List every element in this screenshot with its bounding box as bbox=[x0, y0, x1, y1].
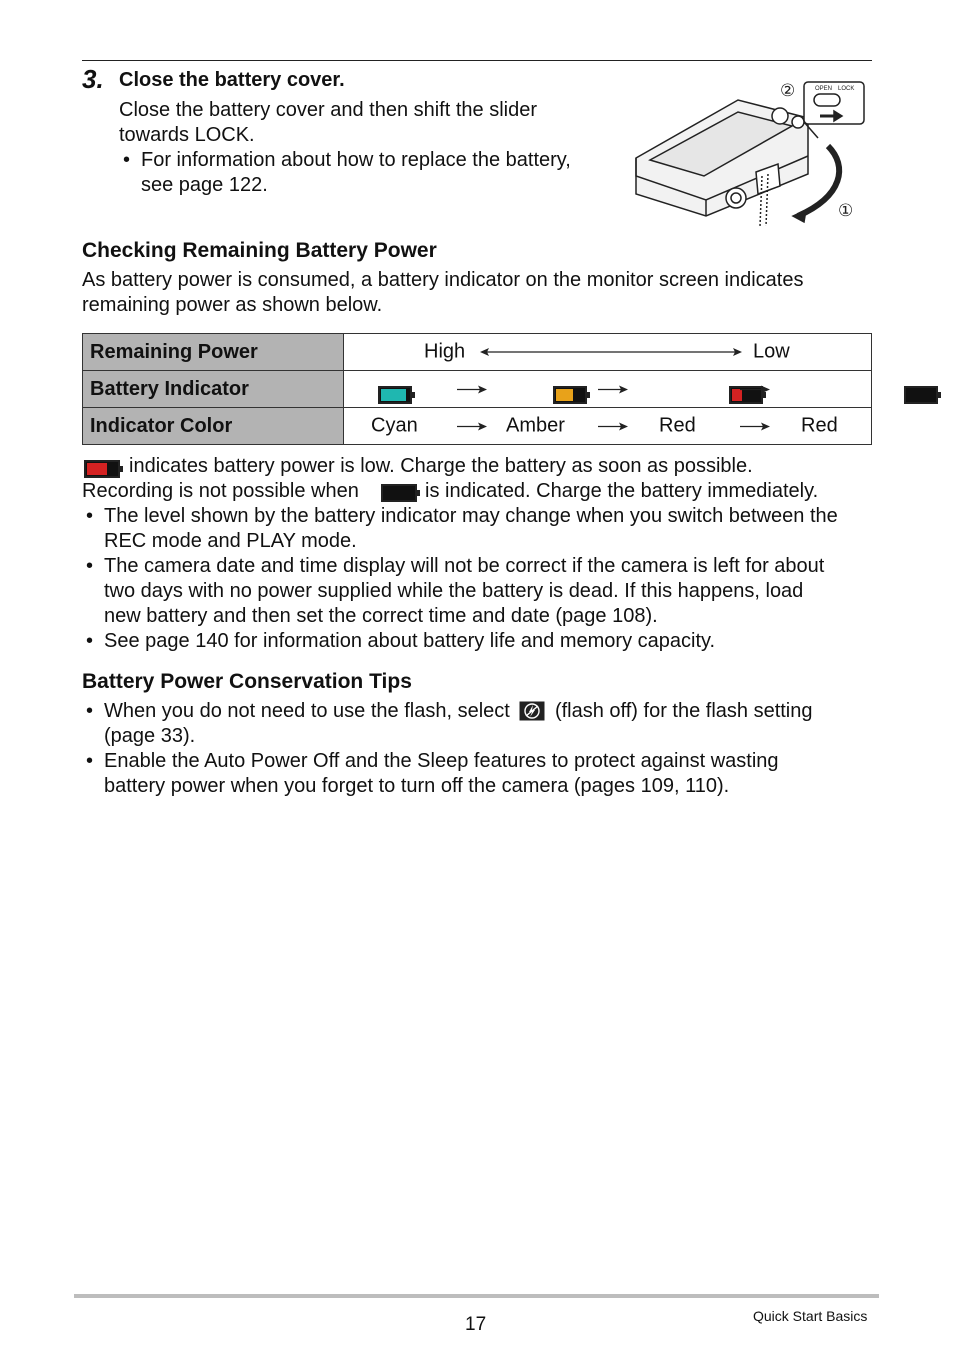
bullet-dot: • bbox=[86, 555, 94, 577]
battery-table bbox=[82, 333, 872, 445]
tip1-post: (flash off) for the flash setting bbox=[554, 700, 813, 722]
bullet-line: battery power when you forget to turn off the camera (pages 109, 110). bbox=[104, 775, 730, 797]
right-arrow-icon bbox=[598, 378, 628, 401]
callout-2: ② bbox=[780, 81, 796, 101]
low-battery-note: indicates battery power is low. Charge the battery as soon as possible. bbox=[129, 455, 753, 477]
right-arrow-icon bbox=[740, 415, 770, 438]
checking-para-line2: remaining power as shown below. bbox=[82, 294, 383, 316]
bullet-line: new battery and then set the correct time and date (page 108). bbox=[104, 605, 658, 627]
indicator-color-label: Amber bbox=[506, 414, 565, 437]
bullet-line: The level shown by the battery indicator may change when you switch between the bbox=[104, 505, 838, 527]
indicator-color-cell bbox=[344, 408, 872, 445]
footer-rule bbox=[74, 1294, 879, 1298]
right-arrow-icon bbox=[598, 415, 628, 438]
step-body-line2: towards LOCK. bbox=[119, 124, 255, 146]
bullet-dot: • bbox=[86, 750, 94, 772]
bullet-line: (page 33). bbox=[104, 725, 196, 747]
indicator-color-label: Red bbox=[659, 414, 696, 437]
right-arrow-icon bbox=[740, 378, 770, 401]
callout-1: ① bbox=[838, 201, 854, 221]
bullet-text bbox=[104, 554, 872, 629]
flash-off-icon bbox=[519, 701, 545, 721]
row-header-indicator-color: Indicator Color bbox=[83, 408, 344, 445]
slider-open-label: OPEN bbox=[815, 86, 833, 92]
step-bullet-line2: see page 122. bbox=[141, 174, 268, 196]
checking-para-line1: As battery power is consumed, a battery indicator on the monitor screen indicates bbox=[82, 269, 804, 291]
indicator-color-label: Red bbox=[801, 414, 838, 437]
bullet-text bbox=[104, 629, 872, 654]
table-row-remaining-power bbox=[83, 334, 872, 371]
bullet-line: REC mode and PLAY mode. bbox=[104, 530, 357, 552]
low-battery-icon bbox=[84, 460, 120, 478]
step-number: 3. bbox=[82, 64, 104, 94]
bullet-line: Enable the Auto Power Off and the Sleep features to protect against wasting bbox=[104, 750, 779, 772]
table-row-indicator-color bbox=[83, 408, 872, 445]
row-header-remaining-power: Remaining Power bbox=[83, 334, 344, 371]
recording-note-post: is indicated. Charge the battery immediately. bbox=[425, 480, 819, 502]
battery-indicator-icon bbox=[904, 386, 938, 404]
tips-heading: Battery Power Conservation Tips bbox=[82, 670, 412, 693]
high-low-double-arrow-icon bbox=[480, 346, 742, 358]
right-arrow-icon bbox=[457, 415, 487, 438]
remaining-power-cell bbox=[344, 334, 872, 371]
slider-lock-label: LOCK bbox=[838, 86, 855, 92]
bullet-line: See page 140 for information about battery life and memory capacity. bbox=[104, 630, 716, 652]
step-bullet-dot: • bbox=[123, 149, 131, 171]
step-bullet-line1: For information about how to replace the battery, bbox=[141, 149, 571, 171]
bullet-text bbox=[104, 699, 872, 749]
section-name: Quick Start Basics bbox=[753, 1308, 868, 1324]
bullet-line: two days with no power supplied while the battery is dead. If this happens, load bbox=[104, 580, 804, 602]
empty-battery-icon bbox=[381, 484, 417, 502]
page-number: 17 bbox=[465, 1314, 487, 1335]
bullet-line: The camera date and time display will not be correct if the camera is left for about bbox=[104, 555, 825, 577]
step-body-line1: Close the battery cover and then shift the slider bbox=[119, 99, 538, 121]
right-arrow-icon bbox=[457, 378, 487, 401]
battery-indicator-cell bbox=[344, 371, 872, 408]
high-label: High bbox=[424, 340, 466, 363]
battery-indicator-icon bbox=[378, 386, 412, 404]
row-header-battery-indicator: Battery Indicator bbox=[83, 371, 344, 408]
camera-battery-cover-icon bbox=[628, 76, 868, 228]
bullet-text bbox=[104, 504, 872, 554]
checking-heading: Checking Remaining Battery Power bbox=[82, 239, 437, 262]
table-row-battery-indicator bbox=[83, 371, 872, 408]
tip1-pre: When you do not need to use the flash, select bbox=[104, 700, 510, 722]
bullet-dot: • bbox=[86, 700, 94, 722]
recording-note-pre: Recording is not possible when bbox=[82, 480, 359, 502]
battery-indicator-icon bbox=[553, 386, 587, 404]
bullet-dot: • bbox=[86, 630, 94, 652]
bullet-line bbox=[104, 699, 872, 724]
bullet-dot: • bbox=[86, 505, 94, 527]
top-rule bbox=[82, 60, 872, 61]
low-label: Low bbox=[753, 340, 790, 363]
bullet-text bbox=[104, 749, 872, 799]
indicator-color-label: Cyan bbox=[371, 414, 418, 437]
step-title: Close the battery cover. bbox=[119, 69, 345, 91]
